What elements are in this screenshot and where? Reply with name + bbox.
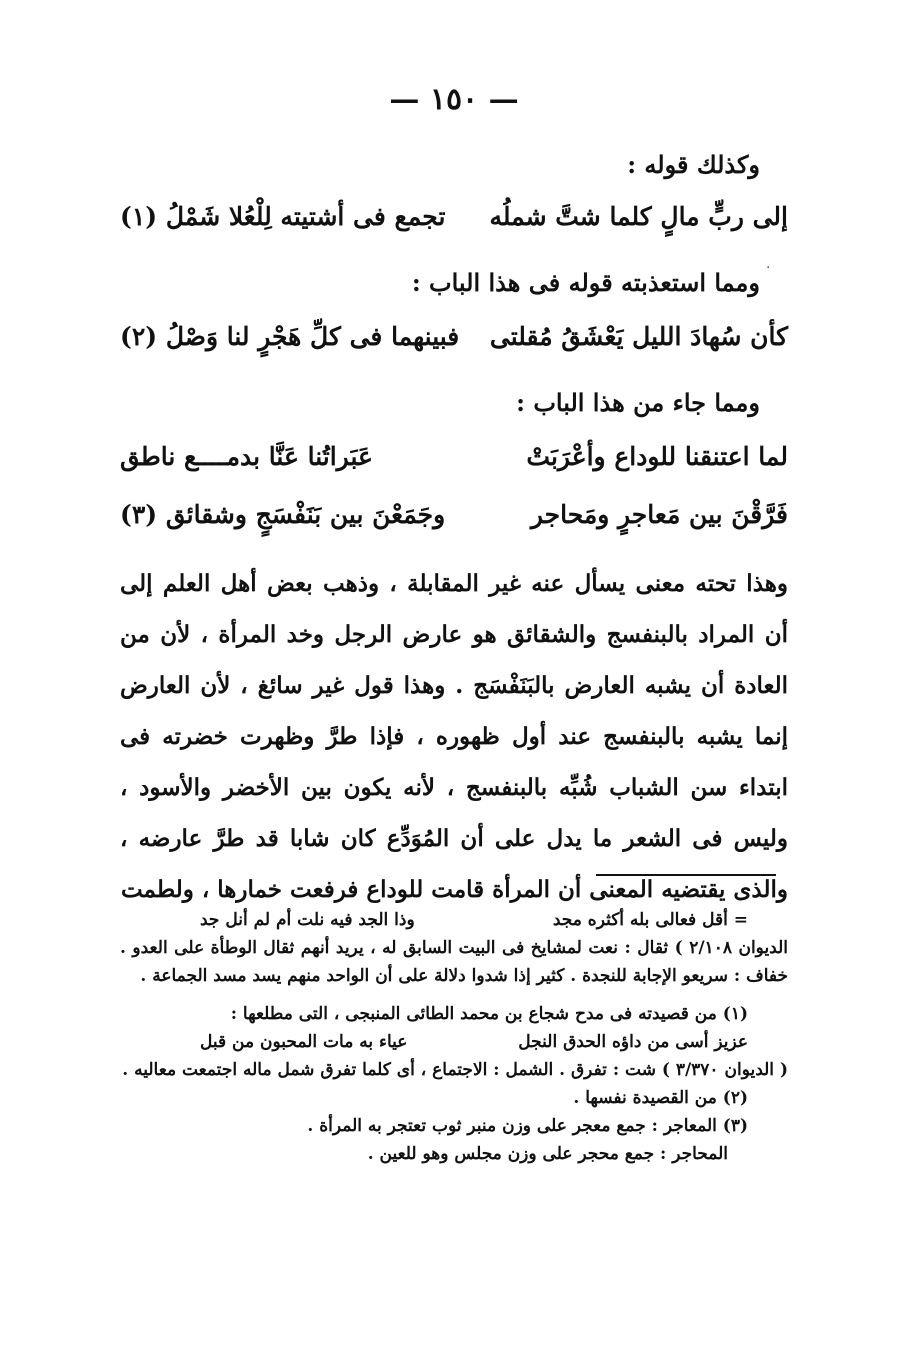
footnote-1-verse-second: عياء به مات المحبون من قبل	[200, 1032, 408, 1052]
footnote-1-text: ( الديوان ٣/٣٧٠ ) شت : تفرق . الشمل : الاجتماع ، أى كلما تفرق شمل ماله اجتمعت معاليه .	[122, 1060, 788, 1080]
footnote-3-b: المحاجر : جمع محجر على وزن مجلس وهو للعين .	[367, 1144, 728, 1164]
scan-speck: ·	[766, 260, 771, 276]
prose-body	[120, 558, 788, 915]
footnote-separator	[596, 874, 776, 876]
verse-1-first-hemistich: إلى ربٍّ مالٍ كلما شتَّ شملُه	[489, 202, 788, 231]
verse-4-second-hemistich: وجَمَعْنَ بين بَنَفْسَجٍ وشقائق (٣)	[120, 500, 446, 529]
carry-over-text: الديوان ٢/١٠٨ ) ثقال : نعت لمشايخ فى البيت السابق له ، يريد أنهم ثقال الوطأة على العدو . خفاف : سريعو الإجابة للنجدة . كثير إذا شدوا دلالة على أن الواحد منهم يسد مسد الجماعة .	[120, 938, 789, 986]
prose-paragraph: وهذا تحته معنى يسأل عنه غير المقابلة ، وذهب بعض أهل العلم إلى أن المراد بالبنفسج والشقائق هو عارض الرجل وخد المرأة ، لأن من العادة أن يشبه العارض بالبَنَفْسَج . وهذا قول غير سائغ ، لأن العارض إنما يشبه بالبنفسج عند أول ظهوره ، فإذا طرَّ وظهرت خضرته فى ابتداء سن الشباب شُبِّه بالبنفسج ، لأنه يكون بين الأخضر والأسود ، وليس فى الشعر ما يدل على أن المُوَدِّع كان شابا قد طرَّ عارضه ، والذى يقتضيه المعنى أن المرأة قامت للوداع فرفعت خمارها ، ولطمت	[120, 570, 788, 903]
carry-verse-second: وذا الجد فيه نلت أم لم أنل جد	[200, 910, 415, 930]
verse-3	[120, 442, 788, 486]
footnote-2: (٢) من القصيدة نفسها .	[573, 1088, 748, 1108]
intro-line-1: وكذلك قوله :	[627, 150, 760, 179]
footnote-1-verse-first: عزيز أسى من داؤه الحدق النجل	[518, 1032, 748, 1052]
verse-2-second-hemistich: فبينهما فى كلِّ هَجْرٍ لنا وَصْلُ (٢)	[120, 322, 460, 351]
footnote-3-a: (٣) المعاجر : جمع معجر على وزن منبر ثوب تعتجر به المرأة .	[307, 1116, 748, 1136]
carry-over-verse	[120, 906, 788, 934]
verse-1-second-hemistich: تجمع فى أشتيته لِلْعُلا شَمْلُ (١)	[120, 202, 446, 231]
verse-2	[120, 322, 788, 366]
footnote-1-verse	[120, 1028, 788, 1056]
verse-4	[120, 500, 788, 544]
carry-verse-first: = أقل فعالى بله أكثره مجد	[552, 910, 748, 930]
verse-3-first-hemistich: لما اعتنقنا للوداع وأعْرَبَتْ	[526, 442, 788, 471]
intro-line-2: ومما استعذبته قوله فى هذا الباب :	[411, 268, 760, 297]
footnote-1-head: (١) من قصيدته فى مدح شجاع بن محمد الطائى المنبجى ، التى مطلعها :	[230, 1004, 748, 1024]
footnotes	[120, 906, 788, 1168]
verse-4-first-hemistich: فَرَّقْنَ بين مَعاجرٍ ومَحاجر	[530, 500, 788, 529]
page-number: — ١٥٠ —	[389, 82, 519, 117]
verse-2-first-hemistich: كأن سُهادَ الليل يَعْشَقُ مُقلتى	[489, 322, 788, 351]
intro-line-3: ومما جاء من هذا الباب :	[516, 388, 760, 417]
verse-3-second-hemistich: عَبَراتُنا عَنَّا بدمــــع ناطق	[120, 442, 373, 471]
verse-1	[120, 202, 788, 246]
